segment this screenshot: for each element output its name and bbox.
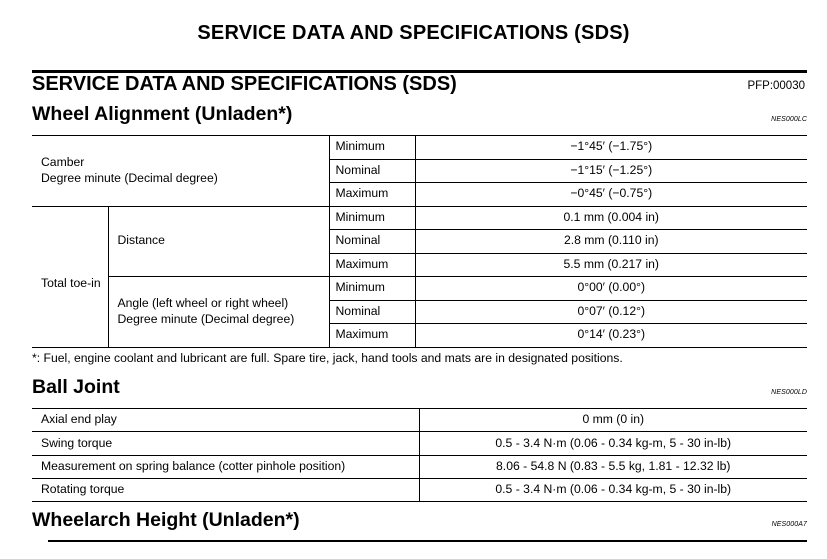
row-label: Axial end play (32, 409, 419, 432)
wheel-alignment-title: Wheel Alignment (Unladen*) (32, 103, 293, 125)
distance-label: Distance (108, 206, 329, 277)
footnote: *: Fuel, engine coolant and lubricant are full. Spare tire, jack, hand tools and mats are in designated positions. (32, 351, 623, 365)
toe-in-label: Total toe-in (32, 206, 108, 347)
row-value: −1°15′ (−1.25°) (415, 159, 807, 183)
row-value: 0.5 - 3.4 N·m (0.06 - 0.34 kg-m, 5 - 30 in-lb) (419, 432, 807, 455)
row-label: Nominal (329, 159, 415, 183)
row-label: Swing torque (32, 432, 419, 455)
row-value: 0°14′ (0.23°) (415, 324, 807, 348)
row-label: Minimum (329, 206, 415, 230)
row-value: 8.06 - 54.8 N (0.83 - 5.5 kg, 1.81 - 12.32 lb) (419, 455, 807, 478)
row-value: 2.8 mm (0.110 in) (415, 230, 807, 254)
camber-unit-label: Degree minute (Decimal degree) (41, 170, 218, 185)
row-value: 0.5 - 3.4 N·m (0.06 - 0.34 kg-m, 5 - 30 in-lb) (419, 478, 807, 501)
row-label: Rotating torque (32, 478, 419, 501)
table-row (32, 478, 807, 501)
row-label: Maximum (329, 324, 415, 348)
angle-label-cell (108, 277, 329, 348)
section-title: SERVICE DATA AND SPECIFICATIONS (SDS) (32, 73, 457, 95)
wheelarch-title: Wheelarch Height (Unladen*) (32, 509, 300, 531)
table-row (32, 409, 807, 432)
row-value: 0°07′ (0.12°) (415, 300, 807, 324)
row-label: Nominal (329, 300, 415, 324)
camber-label-cell (32, 136, 329, 207)
table-row (32, 136, 807, 160)
angle-unit-label: Degree minute (Decimal degree) (117, 311, 295, 326)
angle-label: Angle (left wheel or right wheel) (117, 295, 289, 310)
row-label: Minimum (329, 277, 415, 301)
wheel-alignment-table (32, 135, 807, 348)
table-row (32, 455, 807, 478)
row-label: Measurement on spring balance (cotter pinhole position) (32, 455, 419, 478)
ball-joint-title: Ball Joint (32, 376, 120, 398)
row-value: −1°45′ (−1.75°) (415, 136, 807, 160)
row-value: 0.1 mm (0.004 in) (415, 206, 807, 230)
pfp-code: PFP:00030 (747, 80, 805, 92)
row-label: Maximum (329, 253, 415, 277)
wheelarch-code: NES000A7 (771, 521, 807, 528)
row-label: Minimum (329, 136, 415, 160)
page-title: SERVICE DATA AND SPECIFICATIONS (SDS) (197, 22, 630, 44)
table-row (32, 277, 807, 301)
row-label: Maximum (329, 183, 415, 207)
row-value: 0 mm (0 in) (419, 409, 807, 432)
row-label: Nominal (329, 230, 415, 254)
ball-joint-code: NES000LD (771, 389, 807, 396)
table-row (32, 432, 807, 455)
row-value: 0°00′ (0.00°) (415, 277, 807, 301)
camber-label: Camber (41, 154, 85, 169)
ball-joint-table (32, 408, 807, 502)
row-value: −0°45′ (−0.75°) (415, 183, 807, 207)
row-value: 5.5 mm (0.217 in) (415, 253, 807, 277)
bottom-rule (48, 540, 807, 542)
table-row (32, 206, 807, 230)
wheel-alignment-code: NES000LC (771, 116, 807, 123)
